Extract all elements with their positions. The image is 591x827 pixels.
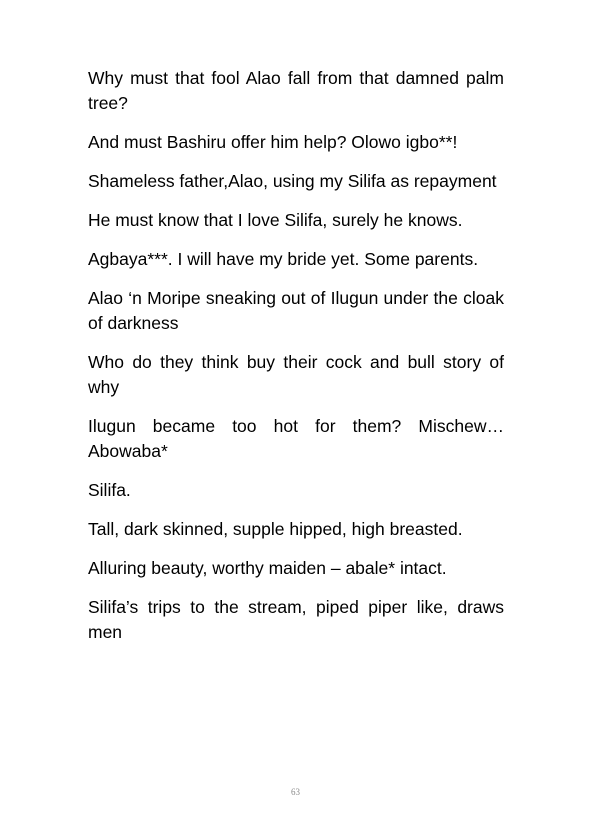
poem-line: Ilugun became too hot for them? Mischew… Abowaba* — [88, 416, 504, 461]
poem-body — [88, 66, 504, 645]
poem-line: And must Bashiru offer him help? Olowo igbo**! — [88, 132, 458, 152]
poem-line: Silifa. — [88, 480, 131, 500]
poem-line: Silifa’s trips to the stream, piped piper like, draws men — [88, 597, 504, 642]
poem-line: Agbaya***. I will have my bride yet. Some parents. — [88, 249, 479, 269]
poem-line: He must know that I love Silifa, surely he knows. — [88, 210, 463, 230]
poem-line: Tall, dark skinned, supple hipped, high breasted. — [88, 519, 463, 539]
poem-line: Alluring beauty, worthy maiden – abale* intact. — [88, 558, 447, 578]
poem-line: Shameless father,Alao, using my Silifa as repayment — [88, 171, 497, 191]
poem-line: Who do they think buy their cock and bull story of why — [88, 352, 504, 397]
poem-line: Alao ‘n Moripe sneaking out of Ilugun under the cloak of darkness — [88, 288, 504, 333]
poem-line: Why must that fool Alao fall from that damned palm tree? — [88, 68, 504, 113]
page-number: 63 — [291, 787, 300, 797]
